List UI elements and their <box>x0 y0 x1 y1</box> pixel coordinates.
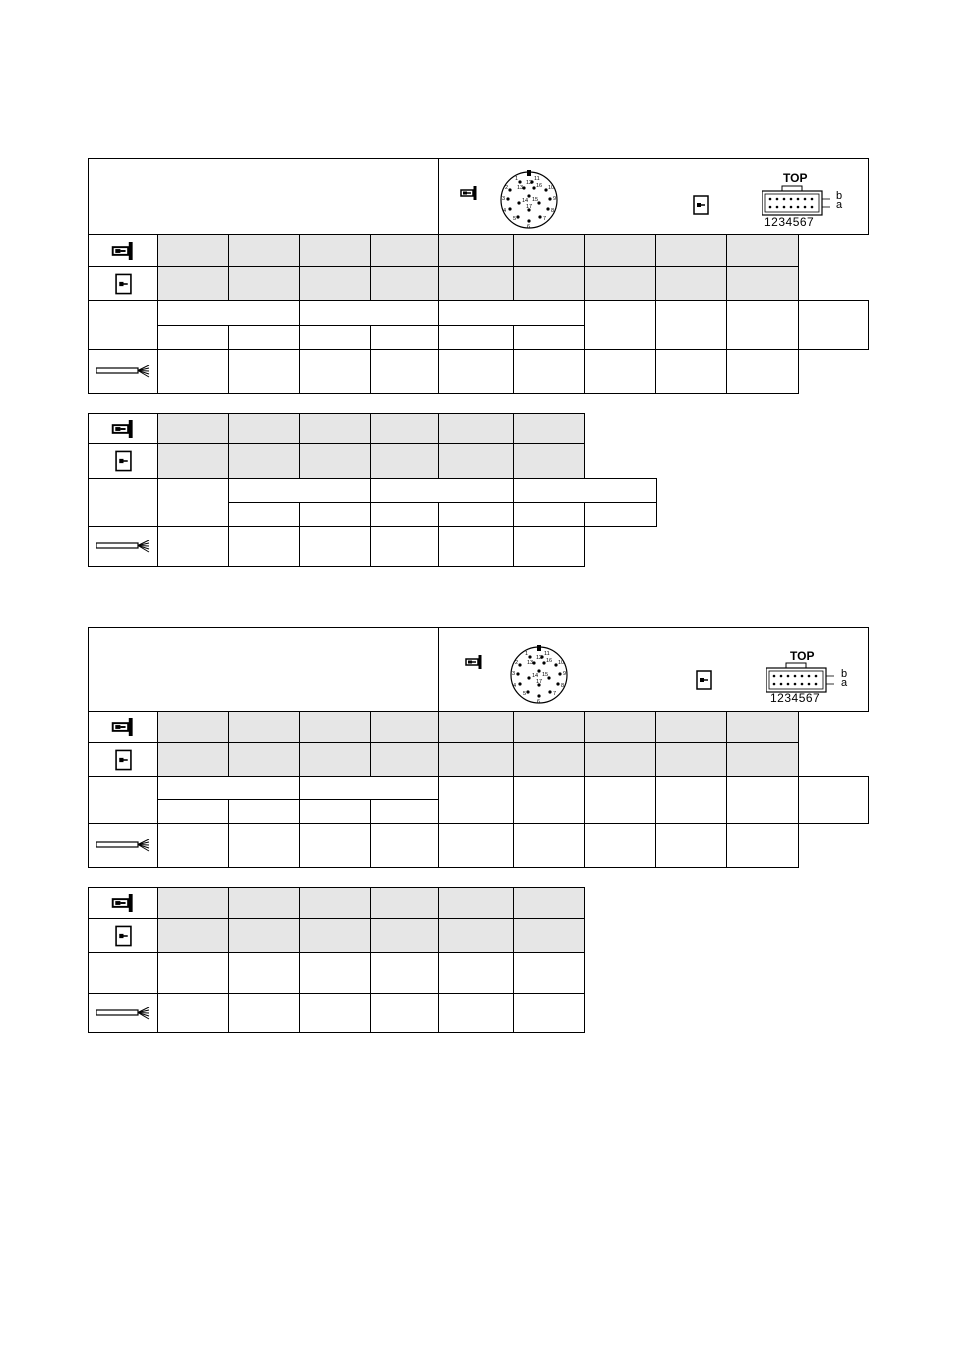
pinout-table-2a <box>88 711 869 868</box>
male-plug-icon <box>460 186 478 200</box>
signal-row <box>89 953 657 994</box>
female-row <box>89 444 657 479</box>
cable-row <box>89 527 657 567</box>
male-row <box>89 235 869 267</box>
male-plug-icon <box>111 420 135 438</box>
male-plug-icon <box>465 655 483 669</box>
pinout-table-2b <box>88 887 657 1033</box>
male-plug-icon <box>111 718 135 736</box>
male-row <box>89 712 869 743</box>
female-socket-icon <box>115 924 132 948</box>
top-label: TOP <box>790 649 815 663</box>
cable-wires-icon <box>96 540 150 553</box>
row-b-label: b <box>836 190 843 202</box>
rect-connector-pinout-icon <box>762 185 832 217</box>
rect-connector-pinout-icon <box>766 662 836 694</box>
female-socket-icon <box>115 272 132 296</box>
male-plug-icon <box>111 894 135 912</box>
round-connector-pinout-icon <box>497 170 563 232</box>
female-row <box>89 267 869 301</box>
signal-row <box>89 479 657 503</box>
pinout-header-1 <box>88 158 869 235</box>
pinout-table-1b <box>88 413 657 567</box>
cable-wires-icon <box>96 1007 150 1020</box>
signal-row <box>89 777 869 800</box>
female-row <box>89 743 869 777</box>
male-row <box>89 888 657 919</box>
male-plug-icon <box>111 242 135 260</box>
pin-numbers: 1234567 <box>770 691 821 705</box>
cable-row <box>89 350 869 394</box>
row-b-label: b <box>841 668 848 680</box>
female-socket-icon <box>696 670 713 690</box>
pinout-table-1a <box>88 234 869 394</box>
cable-wires-icon <box>96 839 150 852</box>
pin-numbers: 1234567 <box>764 215 815 229</box>
row-a-label: a <box>836 199 843 211</box>
top-label: TOP <box>783 171 808 185</box>
male-row <box>89 414 657 444</box>
cable-row <box>89 824 869 868</box>
pinout-header-2 <box>88 627 869 712</box>
female-socket-icon <box>115 449 132 473</box>
cable-wires-icon <box>96 365 150 378</box>
female-socket-icon <box>693 195 710 215</box>
female-row <box>89 919 657 953</box>
female-socket-icon <box>115 748 132 772</box>
row-a-label: a <box>841 677 848 689</box>
cable-row <box>89 994 657 1033</box>
round-connector-pinout-icon <box>507 645 573 707</box>
signal-row <box>89 301 869 326</box>
